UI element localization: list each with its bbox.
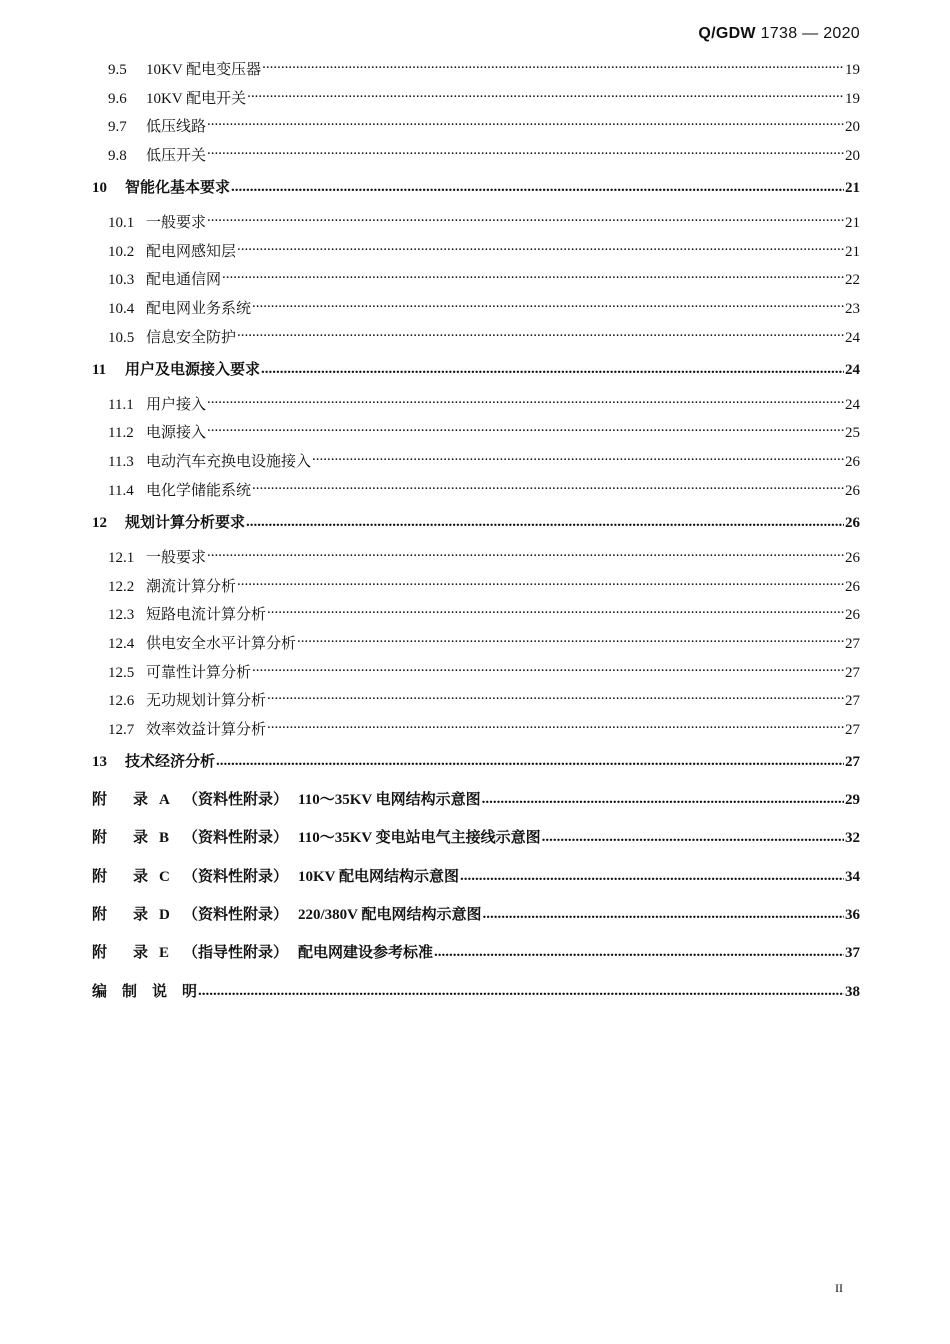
toc-entry-page: 26	[845, 607, 860, 624]
appendix-title: 110～35KV 电网结构示意图	[298, 792, 481, 809]
toc-entry-page: 27	[845, 664, 860, 681]
appendix-label	[92, 905, 298, 925]
dot-leader	[252, 657, 844, 677]
toc-entry-page: 21	[845, 243, 860, 260]
toc-appendix[interactable]	[92, 781, 860, 819]
appendix-label	[92, 790, 298, 810]
appendix-letter: E	[159, 945, 170, 962]
toc-entry-number: 12.6	[108, 693, 135, 710]
toc-entry-number: 9.7	[108, 119, 127, 136]
toc-entry-page: 25	[845, 425, 860, 442]
dot-leader	[434, 943, 844, 963]
toc-entry[interactable]	[92, 236, 860, 265]
toc-entry-page: 27	[845, 721, 860, 738]
toc-entry[interactable]	[92, 389, 860, 418]
toc-entry[interactable]	[92, 657, 860, 686]
dot-leader	[267, 714, 844, 734]
appendix-word-fu: 附	[92, 906, 108, 923]
toc-entry[interactable]	[92, 54, 860, 83]
toc-entry[interactable]	[92, 685, 860, 714]
toc-chapter-number: 13	[92, 753, 107, 770]
toc-entry-page: 26	[845, 578, 860, 595]
dot-leader	[297, 628, 844, 648]
toc-entry[interactable]	[92, 322, 860, 351]
toc-entry[interactable]	[92, 293, 860, 322]
toc-appendix[interactable]	[92, 858, 860, 896]
toc-entry-title: 信息安全防护	[146, 329, 237, 346]
dot-leader	[247, 83, 844, 103]
appendix-letter: A	[159, 792, 170, 809]
toc-entry-title: 供电安全水平计算分析	[146, 635, 297, 652]
toc-chapter-number: 10	[92, 179, 107, 196]
standard-header	[698, 25, 860, 43]
notes-title: 编 制 说 明	[92, 983, 198, 1000]
appendix-label	[92, 943, 298, 963]
appendix-letter: C	[159, 868, 170, 885]
toc-entry-number: 12.3	[108, 607, 135, 624]
toc-entry-page: 24	[845, 396, 860, 413]
appendix-page: 37	[845, 945, 860, 962]
toc-entry-page: 24	[845, 329, 860, 346]
appendix-kind: （资料性附录）	[183, 868, 289, 885]
toc-chapter-number: 12	[92, 514, 107, 531]
dot-leader	[261, 360, 844, 380]
appendix-word-lu: 录	[133, 945, 149, 962]
appendix-word-lu: 录	[133, 830, 149, 847]
toc-appendix[interactable]	[92, 934, 860, 972]
toc-entry-title: 电动汽车充换电设施接入	[146, 454, 312, 471]
toc-entry-number: 12.2	[108, 578, 135, 595]
dot-leader	[262, 54, 844, 74]
toc-entry-page: 26	[845, 482, 860, 499]
dot-leader	[207, 389, 844, 409]
page-number: II	[835, 1281, 843, 1295]
dot-leader	[207, 542, 844, 562]
toc-entry-page: 27	[845, 635, 860, 652]
toc-entry-title: 潮流计算分析	[146, 578, 237, 595]
toc-entry-title: 配电网业务系统	[146, 301, 252, 318]
appendix-word-fu: 附	[92, 868, 108, 885]
appendix-kind: （资料性附录）	[183, 830, 289, 847]
toc-entry-page: 26	[845, 454, 860, 471]
toc-entry-number: 11.2	[108, 425, 134, 442]
dot-leader	[252, 293, 844, 313]
dot-leader	[312, 446, 844, 466]
dot-leader	[198, 982, 844, 1002]
toc-entry-number: 10.3	[108, 272, 135, 289]
appendix-word-lu: 录	[133, 906, 149, 923]
appendix-label	[92, 828, 298, 848]
appendix-label	[92, 867, 298, 887]
toc-chapter-page: 27	[845, 753, 860, 770]
toc-entry-number: 12.4	[108, 635, 135, 652]
dot-leader	[237, 571, 844, 591]
toc-entry-title: 用户接入	[146, 396, 207, 413]
dot-leader	[207, 417, 844, 437]
dot-leader	[267, 599, 844, 619]
toc-compilation-notes[interactable]	[92, 972, 860, 1010]
appendix-title: 220/380V 配电网结构示意图	[298, 906, 482, 923]
toc-chapter[interactable]	[92, 504, 860, 542]
toc-entry[interactable]	[92, 571, 860, 600]
toc-entry-page: 26	[845, 549, 860, 566]
toc-entry-number: 10.5	[108, 329, 135, 346]
toc-chapter-title: 技术经济分析	[125, 753, 216, 770]
toc-chapter[interactable]	[92, 743, 860, 781]
toc-entry[interactable]	[92, 542, 860, 571]
toc-entry[interactable]	[92, 599, 860, 628]
toc-entry-number: 12.1	[108, 549, 135, 566]
toc-entry-number: 10.4	[108, 301, 135, 318]
dot-leader	[237, 236, 844, 256]
appendix-title: 10KV 配电网结构示意图	[298, 868, 459, 885]
toc-entry-title: 无功规划计算分析	[146, 693, 267, 710]
toc-entry[interactable]	[92, 628, 860, 657]
dot-leader	[231, 178, 844, 198]
appendix-page: 29	[845, 792, 860, 809]
toc-entry-page: 19	[845, 90, 860, 107]
dot-leader	[252, 475, 844, 495]
toc-entry-title: 可靠性计算分析	[146, 664, 252, 681]
toc-entry-title: 低压线路	[146, 119, 207, 136]
dot-leader	[222, 264, 844, 284]
toc-entry-number: 11.4	[108, 482, 134, 499]
appendix-page: 32	[845, 830, 860, 847]
table-of-contents	[92, 54, 860, 1011]
toc-entry-number: 12.7	[108, 721, 135, 738]
toc-entry-page: 19	[845, 62, 860, 78]
appendix-letter: B	[159, 830, 170, 847]
toc-entry-number: 10.1	[108, 215, 135, 232]
toc-entry-page: 21	[845, 215, 860, 232]
toc-entry-number: 10.2	[108, 243, 135, 260]
toc-entry-page: 27	[845, 693, 860, 710]
appendix-kind: （指导性附录）	[183, 945, 289, 962]
dot-leader	[207, 111, 844, 131]
toc-chapter[interactable]	[92, 350, 860, 388]
toc-entry-page: 20	[845, 119, 860, 136]
dot-leader	[483, 905, 845, 925]
toc-chapter-page: 24	[845, 361, 860, 378]
appendix-word-fu: 附	[92, 830, 108, 847]
toc-entry-title: 一般要求	[146, 215, 207, 232]
dot-leader	[246, 513, 844, 533]
toc-entry-number: 9.8	[108, 148, 127, 165]
toc-entry-number: 11.3	[108, 454, 134, 471]
standard-number: 1738	[760, 25, 798, 42]
dot-leader	[482, 790, 844, 810]
dot-leader	[216, 752, 844, 772]
appendix-page: 36	[845, 906, 860, 923]
toc-entry-page: 23	[845, 301, 860, 318]
toc-entry[interactable]	[92, 83, 860, 112]
dot-leader	[237, 322, 844, 342]
toc-entry[interactable]	[92, 111, 860, 140]
toc-entry[interactable]	[92, 140, 860, 169]
toc-entry-title: 配电网感知层	[146, 243, 237, 260]
toc-chapter-number: 11	[92, 361, 107, 378]
toc-entry-page: 20	[845, 148, 860, 165]
dot-leader	[542, 828, 844, 848]
toc-appendix[interactable]	[92, 819, 860, 857]
toc-chapter-page: 21	[845, 179, 860, 196]
toc-entry-title: 效率效益计算分析	[146, 721, 267, 738]
appendix-title: 配电网建设参考标准	[298, 945, 434, 962]
toc-entry-number: 12.5	[108, 664, 135, 681]
toc-chapter-title: 规划计算分析要求	[125, 514, 246, 531]
toc-entry-number: 9.5	[108, 62, 127, 78]
toc-entry-title: 配电通信网	[146, 272, 222, 289]
toc-entry[interactable]	[92, 714, 860, 743]
appendix-kind: （资料性附录）	[183, 906, 289, 923]
toc-entry[interactable]	[92, 446, 860, 475]
toc-entry[interactable]	[92, 417, 860, 446]
toc-entry[interactable]	[92, 264, 860, 293]
appendix-word-lu: 录	[133, 868, 149, 885]
appendix-word-lu: 录	[133, 792, 149, 809]
toc-entry[interactable]	[92, 475, 860, 504]
toc-entry-title: 一般要求	[146, 549, 207, 566]
dot-leader	[207, 207, 844, 227]
toc-entry-title: 电源接入	[146, 425, 207, 442]
toc-entry-number: 9.6	[108, 90, 127, 107]
appendix-word-fu: 附	[92, 945, 108, 962]
toc-entry-title: 低压开关	[146, 148, 207, 165]
dot-leader	[267, 685, 844, 705]
header-separator: —	[802, 25, 819, 42]
toc-entry-title: 10KV 配电变压器	[146, 62, 262, 78]
toc-entry-title: 电化学储能系统	[146, 482, 252, 499]
toc-entry-title: 10KV 配电开关	[146, 90, 247, 107]
appendix-word-fu: 附	[92, 792, 108, 809]
toc-entry-page: 22	[845, 272, 860, 289]
dot-leader	[460, 867, 844, 887]
toc-chapter-title: 智能化基本要求	[125, 179, 231, 196]
toc-entry-title: 短路电流计算分析	[146, 607, 267, 624]
toc-chapter-title: 用户及电源接入要求	[125, 361, 261, 378]
toc-appendix[interactable]	[92, 896, 860, 934]
toc-chapter[interactable]	[92, 169, 860, 207]
appendix-letter: D	[159, 906, 170, 923]
notes-page: 38	[845, 983, 860, 1000]
standard-year: 2020	[823, 25, 860, 42]
toc-entry-number: 11.1	[108, 396, 134, 413]
toc-chapter-page: 26	[845, 514, 860, 531]
appendix-title: 110～35KV 变电站电气主接线示意图	[298, 830, 541, 847]
appendix-kind: （资料性附录）	[183, 792, 289, 809]
dot-leader	[207, 140, 844, 160]
appendix-page: 34	[845, 868, 860, 885]
toc-entry[interactable]	[92, 207, 860, 236]
standard-code: Q/GDW	[698, 25, 756, 42]
